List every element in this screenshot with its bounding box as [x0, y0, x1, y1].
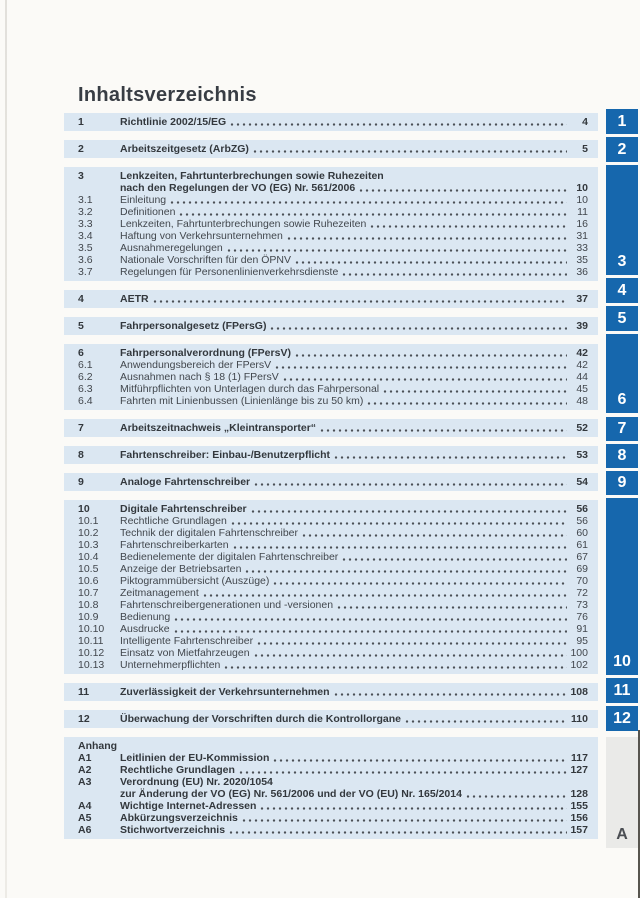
entry-page: 100	[570, 647, 588, 659]
entry-page: 52	[576, 422, 588, 434]
chapter-tab-12	[606, 706, 638, 731]
entry-title: Arbeitszeitgesetz (ArbZG)	[120, 143, 249, 155]
entry-page: 39	[576, 320, 588, 332]
entry-number: 10.8	[78, 599, 99, 611]
dot-leader	[294, 347, 567, 359]
entry-title: Regelungen für Personenlinienverkehrsdienste	[120, 266, 339, 278]
toc-entry-continuation	[78, 182, 588, 194]
toc-entry	[78, 395, 588, 407]
entry-number: 10.4	[78, 551, 99, 563]
toc-group-11	[64, 683, 598, 701]
toc-group-6	[64, 344, 598, 410]
entry-page: 128	[570, 788, 588, 800]
toc-entry	[78, 764, 588, 776]
entry-title: Fahrtenschreiber: Einbau-/Benutzerpflicht	[120, 449, 331, 461]
chapter-tab-11	[606, 678, 638, 703]
entry-title: Zeitmanagement	[120, 587, 199, 599]
toc-entry	[78, 371, 588, 383]
entry-number	[78, 182, 120, 194]
entry-number: A5	[78, 812, 92, 824]
entry-title: Piktogrammübersicht (Auszüge)	[120, 575, 270, 587]
entry-title: zur Änderung der VO (EG) Nr. 561/2006 und der VO (EU) Nr. 165/2014	[120, 788, 462, 800]
entry-page: 67	[576, 551, 588, 563]
toc-group-anhang	[64, 737, 598, 839]
chapter-tab-4	[606, 278, 638, 303]
toc-entry	[78, 383, 588, 395]
entry-page: 36	[576, 266, 588, 278]
toc-group-4	[64, 290, 598, 308]
entry-number: 3	[78, 170, 84, 182]
toc-group-2	[64, 140, 598, 158]
toc-entry	[78, 587, 588, 599]
page-crease	[5, 0, 7, 898]
entry-title: Leitlinien der EU-Kommission	[120, 752, 270, 764]
toc-entry	[78, 527, 588, 539]
entry-title: Verordnung (EU) Nr. 2020/1054	[120, 776, 273, 788]
toc-entry	[78, 539, 588, 551]
entry-number: 10.9	[78, 611, 99, 623]
chapter-tab-6	[606, 334, 638, 413]
entry-title: Zuverlässigkeit der Verkehrsunternehmen	[120, 686, 330, 698]
toc-group-7	[64, 419, 598, 437]
entry-title: Bedienung	[120, 611, 171, 623]
entry-title: Rechtliche Grundlagen	[120, 515, 227, 527]
entry-number: 6.2	[78, 371, 93, 383]
toc-entry	[78, 611, 588, 623]
entry-page: 45	[576, 383, 588, 395]
dot-leader	[259, 800, 567, 812]
entry-number: 10.2	[78, 527, 99, 539]
chapter-tab-8	[606, 444, 638, 468]
entry-number: 10.3	[78, 539, 99, 551]
toc-entry	[78, 347, 588, 359]
entry-number: 2	[78, 143, 84, 155]
chapter-tab-label: A	[616, 826, 628, 843]
chapter-tab-label: 11	[613, 681, 631, 699]
entry-number: 3.7	[78, 266, 93, 278]
toc-entry	[78, 254, 588, 266]
dot-leader	[382, 383, 567, 395]
entry-page: 16	[576, 218, 588, 230]
toc-entry	[78, 293, 588, 305]
dot-leader	[230, 515, 567, 527]
entry-title: Technik der digitalen Fahrtenschreiber	[120, 527, 299, 539]
entry-page: 108	[570, 686, 588, 698]
entry-number: 10	[78, 503, 90, 515]
dot-leader	[250, 503, 567, 515]
entry-page: 156	[570, 812, 588, 824]
toc-entry	[78, 659, 588, 671]
entry-page: 155	[570, 800, 588, 812]
entry-page: 33	[576, 242, 588, 254]
entry-title: Fahrten mit Linienbussen (Linienlänge bis zu 50 km)	[120, 395, 364, 407]
entry-page: 73	[576, 599, 588, 611]
toc-entry	[78, 359, 588, 371]
dot-leader	[173, 623, 567, 635]
toc-entry	[78, 686, 588, 698]
dot-leader	[238, 764, 567, 776]
entry-page: 11	[577, 206, 588, 218]
toc-entry	[78, 422, 588, 434]
toc-entry	[78, 230, 588, 242]
toc-entry	[78, 515, 588, 527]
dot-leader	[169, 194, 567, 206]
entry-page: 31	[576, 230, 588, 242]
toc-entry	[78, 206, 588, 218]
dot-leader	[202, 587, 567, 599]
toc-group-1	[64, 113, 598, 131]
entry-number: 1	[78, 116, 84, 128]
entry-number: 10.10	[78, 623, 105, 635]
entry-page: 48	[576, 395, 588, 407]
toc-group-3	[64, 167, 598, 281]
entry-title: Ausnahmen nach § 18 (1) FPersV	[120, 371, 279, 383]
entry-title: Wichtige Internet-Adressen	[120, 800, 257, 812]
dot-leader	[369, 218, 567, 230]
entry-number: Anhang	[78, 740, 118, 752]
dot-leader	[404, 713, 567, 725]
entry-number: 10.12	[78, 647, 105, 659]
toc-entry	[78, 218, 588, 230]
entry-page: 102	[570, 659, 588, 671]
entry-page: 44	[576, 371, 588, 383]
entry-title: Richtlinie 2002/15/EG	[120, 116, 227, 128]
entry-page: 69	[576, 563, 588, 575]
chapter-tab-label: 12	[613, 709, 631, 727]
entry-number: 4	[78, 293, 84, 305]
dot-leader	[272, 752, 567, 764]
entry-title: Lenkzeiten, Fahrtunterbrechungen sowie Ruhezeiten	[120, 170, 384, 182]
toc-groups	[64, 113, 598, 839]
toc-group-9	[64, 473, 598, 491]
chapter-tab-3	[606, 165, 638, 275]
dot-leader	[223, 659, 567, 671]
dot-leader	[333, 686, 567, 698]
dot-leader	[282, 371, 567, 383]
toc-entry	[78, 266, 588, 278]
toc-entry	[78, 599, 588, 611]
entry-page: 56	[576, 503, 588, 515]
entry-number: 10.7	[78, 587, 99, 599]
toc-entry	[78, 551, 588, 563]
entry-title: Abkürzungsverzeichnis	[120, 812, 238, 824]
entry-title: Überwachung der Vorschriften durch die Kontrollorgane	[120, 713, 402, 725]
entry-number: 6.4	[78, 395, 93, 407]
toc-entry	[78, 503, 588, 515]
entry-number: 10.13	[78, 659, 105, 671]
dot-leader	[286, 230, 567, 242]
entry-title: Fahrpersonalverordnung (FPersV)	[120, 347, 291, 359]
dot-leader	[294, 254, 567, 266]
entry-title: Lenkzeiten, Fahrtunterbrechungen sowie Ruhezeiten	[120, 218, 367, 230]
chapter-tab-7	[606, 417, 638, 441]
chapter-tab-label: 3	[617, 253, 627, 270]
dot-leader	[341, 266, 567, 278]
toc-entry	[78, 143, 588, 155]
toc-entry	[78, 623, 588, 635]
chapter-tab-label: 2	[617, 140, 627, 158]
toc-entry	[78, 242, 588, 254]
dot-leader	[341, 551, 567, 563]
toc-group-8	[64, 446, 598, 464]
entry-number: 7	[78, 422, 84, 434]
entry-page: 72	[576, 587, 588, 599]
dot-leader	[173, 611, 567, 623]
dot-leader	[241, 812, 567, 824]
entry-title: AETR	[120, 293, 149, 305]
toc-entry	[78, 776, 588, 788]
entry-number: 11	[78, 686, 90, 698]
entry-number: 10.1	[78, 515, 99, 527]
entry-number	[78, 788, 120, 800]
dot-leader	[366, 395, 567, 407]
chapter-tab-label: 7	[617, 420, 627, 437]
dot-leader	[269, 320, 567, 332]
entry-number: A3	[78, 776, 92, 788]
entry-number: 3.1	[78, 194, 93, 206]
toc-group-12	[64, 710, 598, 728]
dot-leader	[301, 527, 567, 539]
dot-leader	[228, 824, 567, 836]
entry-title: Rechtliche Grundlagen	[120, 764, 235, 776]
chapter-tab-1	[606, 109, 638, 134]
toc-entry	[78, 800, 588, 812]
toc-entry	[78, 563, 588, 575]
entry-page: 95	[576, 635, 588, 647]
dot-leader	[272, 575, 567, 587]
entry-title: Intelligente Fahrtenschreiber	[120, 635, 254, 647]
entry-page: 61	[576, 539, 588, 551]
entry-number: 9	[78, 476, 84, 488]
toc-entry	[78, 170, 588, 182]
toc-entry	[78, 449, 588, 461]
dot-leader	[152, 293, 567, 305]
chapter-tab-2	[606, 137, 638, 162]
chapter-tab-label: 6	[617, 391, 627, 408]
toc-entry	[78, 752, 588, 764]
dot-leader	[333, 449, 567, 461]
entry-number: 3.5	[78, 242, 93, 254]
entry-title: Einsatz von Mietfahrzeugen	[120, 647, 250, 659]
entry-number: 6.1	[78, 359, 93, 371]
dot-leader	[178, 206, 567, 218]
chapter-tab-label: 8	[617, 447, 627, 464]
entry-page: 10	[576, 194, 588, 206]
entry-title: Mitführpflichten von Unterlagen durch das Fahrpersonal	[120, 383, 380, 395]
entry-title: Ausdrucke	[120, 623, 170, 635]
entry-title: Bedienelemente der digitalen Fahrtenschreiber	[120, 551, 339, 563]
entry-number: 3.3	[78, 218, 93, 230]
dot-leader	[226, 242, 567, 254]
entry-page: 42	[576, 359, 588, 371]
entry-title: Fahrtenschreiberkarten	[120, 539, 229, 551]
entry-page: 4	[582, 116, 588, 128]
entry-number: 3.2	[78, 206, 93, 218]
entry-page: 5	[582, 143, 588, 155]
entry-title: nach den Regelungen der VO (EG) Nr. 561/2006	[120, 182, 356, 194]
entry-page: 53	[576, 449, 588, 461]
entry-number: 10.11	[78, 635, 104, 647]
chapter-tab-label: 10	[613, 653, 631, 670]
chapter-tab-10	[606, 498, 638, 675]
dot-leader	[319, 422, 567, 434]
chapter-tab-label: 1	[617, 112, 627, 130]
toc-entry	[78, 194, 588, 206]
entry-number: 3.6	[78, 254, 93, 266]
entry-number: 3.4	[78, 230, 93, 242]
entry-title: Digitale Fahrtenschreiber	[120, 503, 247, 515]
entry-title: Analoge Fahrtenschreiber	[120, 476, 251, 488]
dot-leader	[232, 539, 567, 551]
toc-entry	[78, 647, 588, 659]
entry-page: 110	[571, 713, 588, 725]
toc-entry	[78, 812, 588, 824]
dot-leader	[253, 476, 567, 488]
entry-title: Definitionen	[120, 206, 176, 218]
entry-page: 54	[576, 476, 588, 488]
entry-page: 157	[570, 824, 588, 836]
entry-page: 127	[570, 764, 588, 776]
entry-number: A6	[78, 824, 92, 836]
entry-title: Anwendungsbereich der FPersV	[120, 359, 272, 371]
chapter-tab-label: 9	[617, 474, 627, 491]
toc-entry	[78, 635, 588, 647]
entry-title: Ausnahmeregelungen	[120, 242, 223, 254]
entry-title: Fahrtenschreibergenerationen und -versionen	[120, 599, 334, 611]
toc-group-5	[64, 317, 598, 335]
toc-entry	[78, 575, 588, 587]
page-title: Inhaltsverzeichnis	[78, 84, 257, 106]
dot-leader	[465, 788, 567, 800]
dot-leader	[244, 563, 567, 575]
toc-entry	[78, 476, 588, 488]
entry-title: Unternehmerpflichten	[120, 659, 221, 671]
entry-page: 117	[571, 752, 588, 764]
entry-number: A1	[78, 752, 92, 764]
entry-title: Nationale Vorschriften für den ÖPNV	[120, 254, 292, 266]
chapter-tab-label: 5	[617, 309, 627, 327]
entry-number: 8	[78, 449, 84, 461]
entry-title: Stichwortverzeichnis	[120, 824, 226, 836]
dot-leader	[252, 143, 567, 155]
dot-leader	[253, 647, 567, 659]
entry-number: 10.5	[78, 563, 99, 575]
entry-number: A4	[78, 800, 92, 812]
toc-entry	[78, 824, 588, 836]
chapter-tab-5	[606, 306, 638, 331]
entry-title: Fahrpersonalgesetz (FPersG)	[120, 320, 267, 332]
entry-number: A2	[78, 764, 92, 776]
entry-number: 12	[78, 713, 90, 725]
entry-number: 5	[78, 320, 84, 332]
entry-page: 76	[576, 611, 588, 623]
entry-page: 60	[576, 527, 588, 539]
dot-leader	[336, 599, 567, 611]
entry-page: 70	[576, 575, 588, 587]
entry-page: 42	[576, 347, 588, 359]
entry-number: 6.3	[78, 383, 93, 395]
dot-leader	[229, 116, 567, 128]
entry-number: 6	[78, 347, 84, 359]
dot-leader	[256, 635, 567, 647]
dot-leader	[274, 359, 567, 371]
entry-page: 37	[576, 293, 588, 305]
toc-content	[64, 84, 598, 848]
toc-entry	[78, 116, 588, 128]
chapter-tab-anhang	[606, 737, 638, 848]
entry-page: 56	[576, 515, 588, 527]
entry-page: 91	[576, 623, 588, 635]
toc-group-10	[64, 500, 598, 674]
entry-title: Haftung von Verkehrsunternehmen	[120, 230, 283, 242]
toc-entry	[78, 713, 588, 725]
toc-entry	[78, 320, 588, 332]
chapter-tab-9	[606, 471, 638, 495]
toc-entry-continuation	[78, 788, 588, 800]
toc-section-label	[78, 740, 588, 752]
entry-title: Einleitung	[120, 194, 167, 206]
entry-page: 35	[576, 254, 588, 266]
entry-title: Arbeitszeitnachweis „Kleintransporter“	[120, 422, 317, 434]
entry-title: Anzeige der Betriebsarten	[120, 563, 242, 575]
entry-page: 10	[576, 182, 588, 194]
dot-leader	[358, 182, 567, 194]
entry-number: 10.6	[78, 575, 99, 587]
chapter-tab-label: 4	[617, 281, 627, 299]
